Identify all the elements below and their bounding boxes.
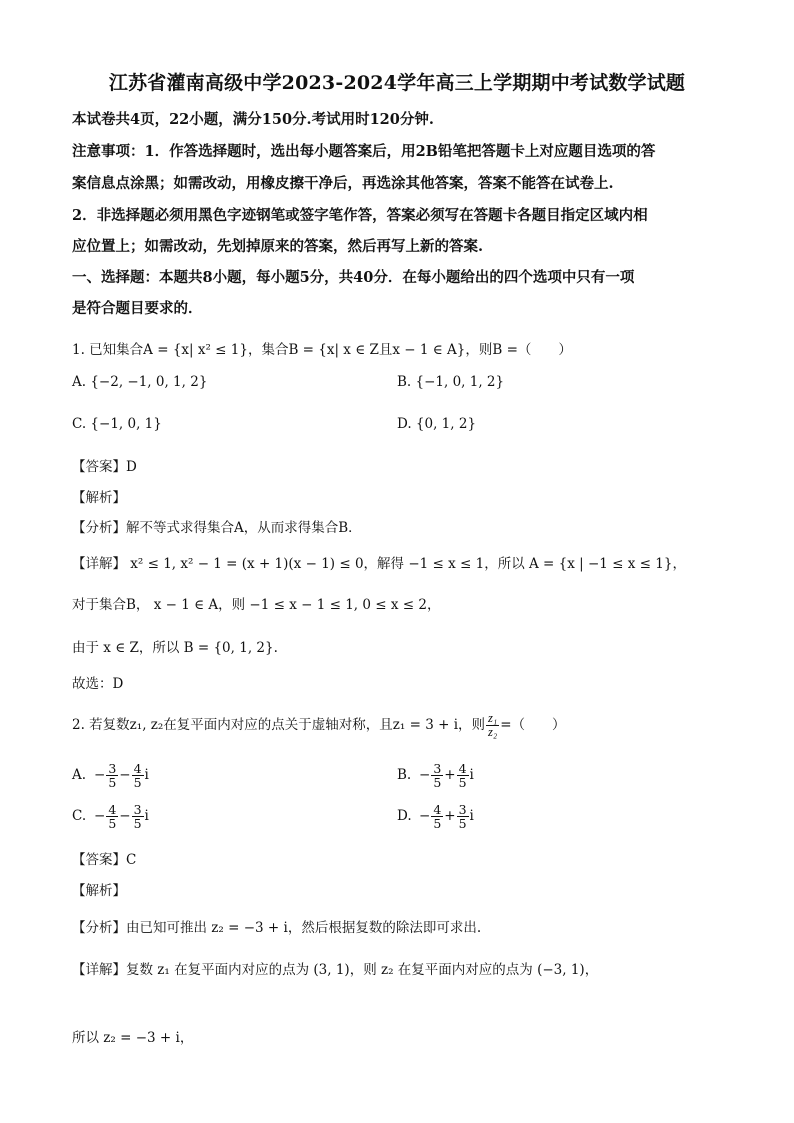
- section-heading-line-1: 一、选择题：本题共8小题，每小题5分，共40分．在每小题给出的四个选项中只有一项: [72, 269, 635, 286]
- denominator: 5: [433, 816, 442, 831]
- q2-frac-den: z₂: [488, 725, 498, 739]
- q2-option-c-imag: i: [144, 808, 149, 824]
- q2-option-c-frac-2: [132, 803, 144, 830]
- q2-option-b-imag: i: [469, 767, 474, 783]
- numerator: 3: [133, 802, 142, 817]
- q1-option-c: C. {−1, 0, 1}: [72, 416, 162, 432]
- q2-option-a-frac-1: [106, 762, 118, 789]
- q2-option-a-label: A.: [72, 767, 87, 783]
- numerator: 4: [433, 802, 442, 817]
- notes-line-3: 2．非选择题必须用黑色字迹钢笔或签字笔作答，答案必须写在答题卡各题目指定区域内相: [72, 207, 648, 224]
- q1-answer: 【答案】D: [72, 459, 137, 475]
- q1-detail-4: 故选：D: [72, 676, 124, 692]
- q2-option-c-sign: −: [94, 808, 106, 824]
- q2-option-b-sign: −: [419, 767, 431, 783]
- q1-option-d: D. {0, 1, 2}: [397, 416, 477, 432]
- q2-detail-1: 【详解】复数 z₁ 在复平面内对应的点为 (3, 1)，则 z₂ 在复平面内对应的点为 (−3, 1)，: [72, 962, 599, 978]
- q2-stem: [72, 712, 566, 739]
- numerator: 3: [458, 802, 467, 817]
- notes-line-1: 注意事项：1．作答选择题时，选出每小题答案后，用2B铅笔把答题卡上对应题目选项的答: [72, 143, 656, 160]
- numerator: 4: [458, 761, 467, 776]
- q2-option-a-frac-2: [132, 762, 144, 789]
- exam-intro: 本试卷共4页，22小题，满分150分.考试用时120分钟.: [72, 111, 434, 128]
- q2-option-a-op: −: [119, 767, 131, 783]
- q2-option-a-imag: i: [144, 767, 149, 783]
- page-title: 江苏省灌南高级中学2023-2024学年高三上学期期中考试数学试题: [108, 72, 686, 94]
- q2-option-c-op: −: [119, 808, 131, 824]
- numerator: 3: [433, 761, 442, 776]
- notes-line-2: 案信息点涂黑；如需改动，用橡皮擦干净后，再选涂其他答案，答案不能答在试卷上.: [72, 175, 614, 192]
- q2-option-d-frac-2: [457, 803, 469, 830]
- q2-option-b-label: B.: [397, 767, 412, 783]
- denominator: 5: [133, 816, 142, 831]
- q1-fenxi: 【分析】解不等式求得集合A，从而求得集合B．: [72, 520, 362, 536]
- q2-option-a: [72, 762, 149, 789]
- q1-detail-2: 对于集合B， x − 1 ∈ A，则 −1 ≤ x − 1 ≤ 1, 0 ≤ x ≤ 2，: [72, 597, 441, 613]
- denominator: 5: [133, 775, 142, 790]
- q2-option-a-sign: −: [94, 767, 106, 783]
- q2-fenxi: 【分析】由已知可推出 z₂ = −3 + i，然后根据复数的除法即可求出.: [72, 920, 482, 936]
- q2-stem-tail: =（ ）: [500, 717, 566, 733]
- numerator: 3: [108, 761, 117, 776]
- q2-option-d-op: +: [444, 808, 456, 824]
- q2-frac-num: z₁: [488, 711, 498, 725]
- q1-detail-3: 由于 x ∈ Z，所以 B = {0, 1, 2}.: [72, 640, 278, 656]
- denominator: 5: [108, 816, 117, 831]
- q2-option-b-frac-2: [457, 762, 469, 789]
- denominator: 5: [458, 775, 467, 790]
- q1-analysis-header: 【解析】: [72, 490, 126, 506]
- notes-line-4: 应位置上；如需改动，先划掉原来的答案，然后再写上新的答案.: [72, 238, 484, 255]
- q2-option-d-frac-1: [431, 803, 443, 830]
- q2-option-b: [397, 762, 474, 789]
- q2-option-b-frac-1: [431, 762, 443, 789]
- q2-option-c-frac-1: [106, 803, 118, 830]
- denominator: 5: [433, 775, 442, 790]
- denominator: 5: [108, 775, 117, 790]
- q2-option-d-label: D.: [397, 808, 412, 824]
- denominator: 5: [458, 816, 467, 831]
- q1-option-b: B. {−1, 0, 1, 2}: [397, 374, 505, 390]
- q2-stem-fraction: [486, 712, 499, 739]
- q2-analysis-header: 【解析】: [72, 883, 126, 899]
- q1-stem: 1. 已知集合A = {x| x² ≤ 1}，集合B = {x| x ∈ Z且x − 1 ∈ A}，则B =（ ）: [72, 342, 572, 358]
- numerator: 4: [108, 802, 117, 817]
- q2-answer: 【答案】C: [72, 852, 137, 868]
- q1-detail-1: 【详解】 x² ≤ 1, x² − 1 = (x + 1)(x − 1) ≤ 0，解得 −1 ≤ x ≤ 1，所以 A = {x | −1 ≤ x ≤ 1}，: [72, 556, 686, 572]
- q2-option-b-op: +: [444, 767, 456, 783]
- q2-detail-2: 所以 z₂ = −3 + i，: [72, 1030, 194, 1046]
- q2-option-c: [72, 803, 149, 830]
- q1-option-a: A. {−2, −1, 0, 1, 2}: [72, 374, 208, 390]
- numerator: 4: [133, 761, 142, 776]
- q2-option-d-sign: −: [419, 808, 431, 824]
- section-heading-line-2: 是符合题目要求的．: [72, 300, 203, 317]
- q2-option-d-imag: i: [469, 808, 474, 824]
- q2-option-d: [397, 803, 474, 830]
- q2-stem-text: 2. 若复数z₁, z₂在复平面内对应的点关于虚轴对称，且z₁ = 3 + i，则: [72, 717, 486, 733]
- q2-option-c-label: C.: [72, 808, 87, 824]
